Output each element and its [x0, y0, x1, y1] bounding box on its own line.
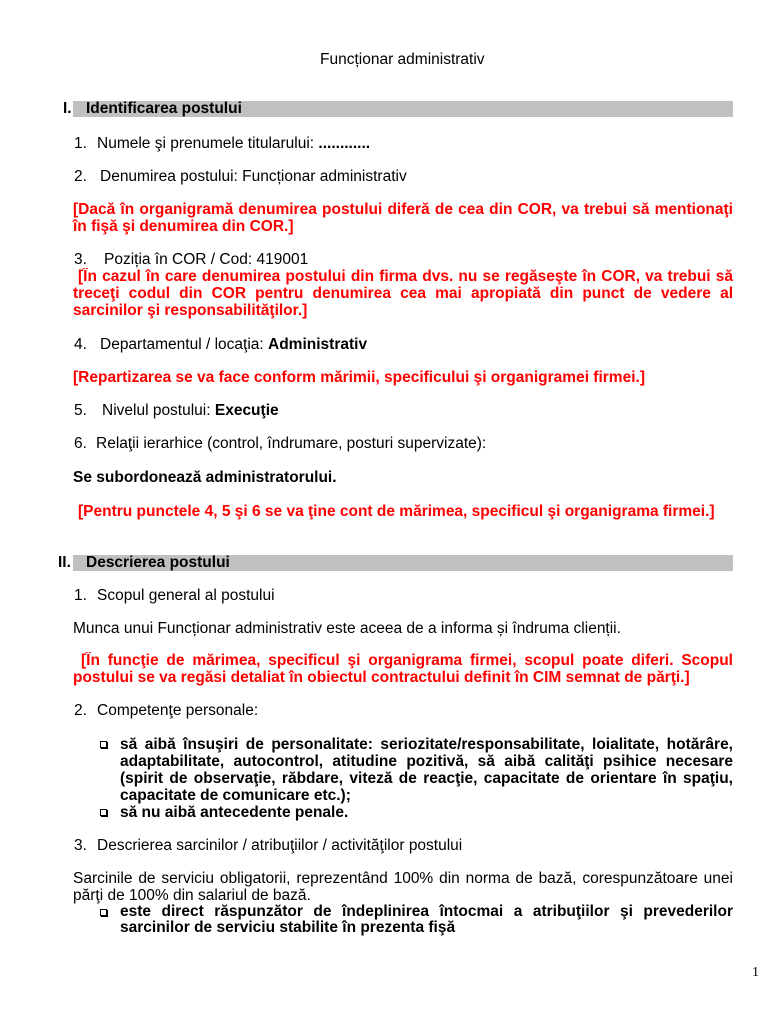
document-title: Funcționar administrativ: [320, 51, 485, 68]
section-1-heading-bar: [73, 101, 733, 117]
bullet-line: sarcinilor de serviciu stabilite în prezenta fişă: [120, 919, 456, 936]
competency-bullet: [120, 736, 733, 804]
department-value: Administrativ: [268, 336, 368, 353]
item-personal-competencies: [0, 702, 768, 719]
bullet-line: să nu aibă antecedente penale.: [120, 804, 349, 821]
section-2-heading: Descrierea postului: [86, 554, 230, 571]
note-line: în fişă şi denumirea din COR.]: [73, 218, 294, 235]
subordination-text: Se subordonează administratorului.: [73, 469, 337, 486]
item-text: [97, 135, 370, 152]
item-department: [0, 336, 768, 353]
bullet-line: (spirit de observaţie, răbdare, viteză de reacţie, capacitate de orientare în spaţiu,: [120, 770, 733, 787]
square-bullet-icon: [100, 741, 107, 748]
item-general-purpose: [0, 587, 768, 604]
item-text: Descrierea sarcinilor / atribuţiilor / activităţilor postului: [97, 837, 463, 854]
note-line: [Dacă în organigramă denumirea postului diferă de cea din COR, va trebui să mentionaţi: [73, 201, 733, 218]
item-text: Relaţii ierarhice (control, îndrumare, posturi supervizate):: [96, 435, 487, 452]
note-line: postului se va regăsi detaliat în obiectul contractului definit în CIM semnat de părţi.]: [73, 669, 690, 686]
bullet-line: adaptabilitate, autocontrol, atitudine pozitivă, să aibă calităţi psihice necesare: [120, 753, 733, 770]
competency-bullet: [120, 804, 733, 821]
section-2-numeral: II.: [58, 554, 71, 571]
page-number: 1: [752, 965, 759, 980]
level-value: Execuţie: [214, 402, 279, 419]
duty-bullet: [120, 904, 733, 936]
item-position-level: [0, 402, 768, 419]
section-1-heading: Identificarea postului: [86, 100, 242, 117]
holder-name-label: Numele şi prenumele titularului:: [97, 135, 319, 152]
item-number: 3.: [74, 837, 87, 854]
item-text: Scopul general al postului: [97, 587, 275, 604]
holder-name-value: ............: [318, 135, 371, 152]
note-line: [În funcţie de mărimea, specificul şi organigrama firmei, scopul poate diferi. Scopul: [81, 652, 733, 669]
section-2-heading-bar: [73, 555, 733, 571]
note-line: treceţi codul din COR pentru denumirea cea mai apropiată din punct de vedere al: [73, 285, 733, 302]
square-bullet-icon: [100, 909, 107, 916]
item-duties: [0, 837, 768, 854]
note-line: [În cazul în care denumirea postului din firma dvs. nu se regăseşte în COR, va trebui să: [78, 268, 733, 285]
purpose-text: Munca unui Funcționar administrativ este aceea de a informa și îndruma clienții.: [73, 620, 621, 637]
item-text: Denumirea postului: Funcționar administrativ: [100, 168, 407, 185]
item-number: 3.: [74, 251, 87, 268]
duties-intro: [73, 870, 733, 904]
item-hierarchy: [0, 435, 768, 452]
item-holder-name: [0, 135, 768, 152]
item-position-name: [0, 168, 768, 185]
item-number: 2.: [74, 168, 87, 185]
item-text: [102, 402, 279, 419]
paragraph-line: părţi de 100% din salariul de bază.: [73, 887, 311, 904]
bullet-line: să aibă însuşiri de personalitate: seriozitate/responsabilitate, loialitate, hotărâre,: [120, 736, 733, 753]
note-points: [Pentru punctele 4, 5 şi 6 se va ţine cont de mărimea, specificul şi organigrama firmei.]: [78, 503, 715, 520]
item-number: 4.: [74, 336, 87, 353]
note-line: sarcinilor şi responsabilităţilor.]: [73, 302, 308, 319]
square-bullet-icon: [100, 809, 107, 816]
level-label: Nivelul postului:: [102, 402, 215, 419]
item-number: 6.: [74, 435, 87, 452]
department-label: Departamentul / locaţia:: [100, 336, 269, 353]
note-department: [Repartizarea se va face conform mărimii, specificului şi organigramei firmei.]: [73, 369, 645, 386]
paragraph-line: Sarcinile de serviciu obligatorii, reprezentând 100% din norma de bază, corespunzătoare unei: [73, 870, 733, 887]
bullet-line: este direct răspunzător de îndeplinirea întocmai a atribuţiilor şi prevederilor: [120, 904, 733, 920]
item-number: 5.: [74, 402, 87, 419]
item-number: 2.: [74, 702, 87, 719]
note-purpose: [73, 652, 733, 686]
note-cor-code: [73, 268, 733, 319]
item-text: Competenţe personale:: [97, 702, 259, 719]
item-cor-position: [0, 251, 768, 268]
item-number: 1.: [74, 135, 87, 152]
item-text: Poziția în COR / Cod: 419001: [104, 251, 309, 268]
item-text: [100, 336, 367, 353]
section-1-numeral: I.: [63, 100, 72, 117]
note-cor-name: [73, 201, 733, 235]
bullet-line: capacitate de comunicare etc.);: [120, 787, 351, 804]
item-number: 1.: [74, 587, 87, 604]
